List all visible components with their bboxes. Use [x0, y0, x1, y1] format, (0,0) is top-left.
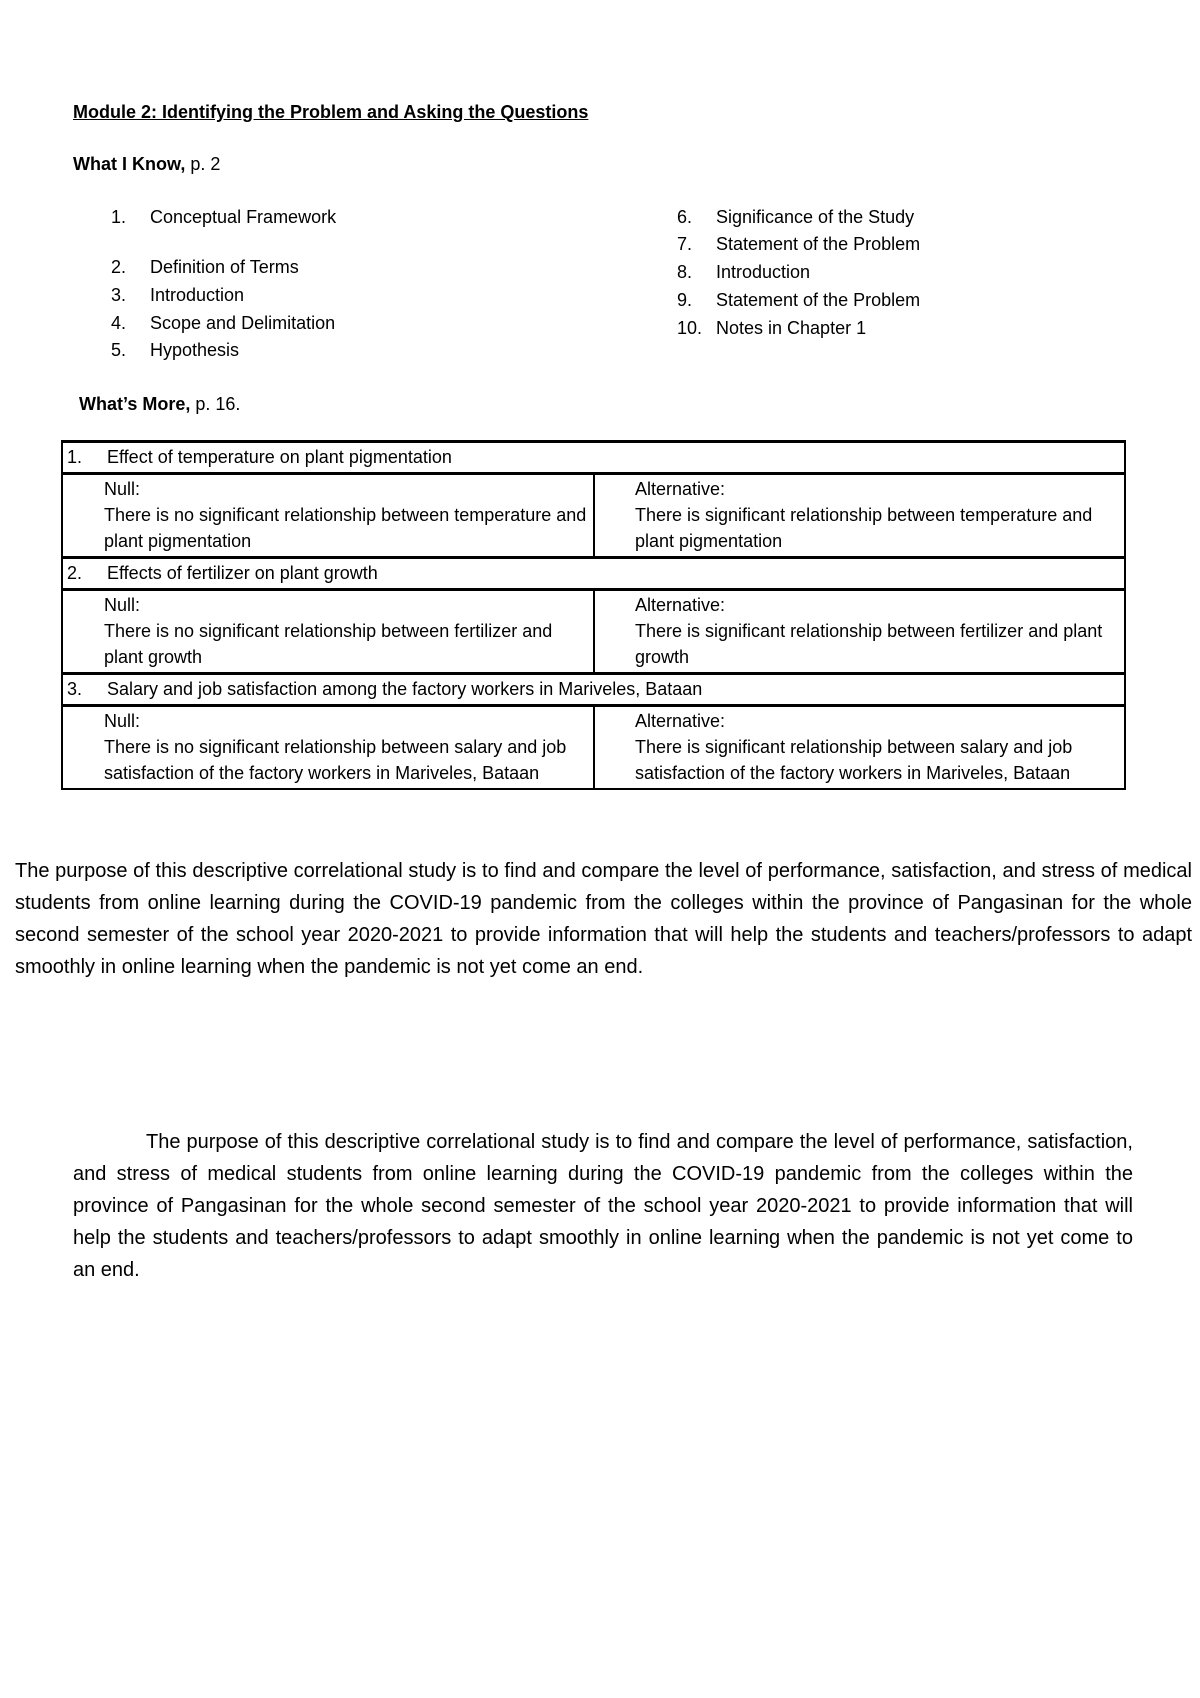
table-row [62, 474, 1125, 558]
topic-cell: 2. Effects of fertilizer on plant growth [62, 558, 1125, 590]
purpose-paragraph-1: The purpose of this descriptive correlational study is to find and compare the level of performance, satisfaction, and stress of medical students from online learning during the COVID-19 pandemic from the colleges within the province of Pangasinan for the whole second semester of the school year 2020-2021 to provide information that will help the students and teachers/professors to adapt smoothly in online learning when the pandemic is not yet come an end. [15, 860, 1192, 978]
list-item: 9. Statement of the Problem [677, 290, 921, 310]
table-row [62, 706, 1125, 790]
list-item: 6. Significance of the Study [677, 207, 915, 227]
purpose-paragraph-2: The purpose of this descriptive correlational study is to find and compare the level of performance, satisfaction, and stress of medical students from online learning during the COVID-19 pandemic from the colleges within the province of Pangasinan for the whole second semester of the school year 2020-2021 to provide information that will help the students and teachers/professors to adapt smoothly in online learning when the pandemic is not yet come to an end. [73, 1131, 1133, 1281]
list-item: 2. Definition of Terms [111, 257, 299, 277]
alternative-cell: Alternative: There is significant relationship between fertilizer and plant growth [594, 590, 1125, 674]
whats-more-page: p. 16. [190, 394, 241, 414]
module-title: Module 2: Identifying the Problem and Asking the Questions [73, 102, 589, 122]
null-cell: Null: There is no significant relationship between salary and job satisfaction of the factory workers in Mariveles, Bataan [62, 706, 594, 790]
alternative-cell: Alternative: There is significant relationship between salary and job satisfaction of the factory workers in Mariveles, Bataan [594, 706, 1125, 790]
table-row [62, 674, 1125, 706]
alternative-cell: Alternative: There is significant relationship between temperature and plant pigmentation [594, 474, 1125, 558]
what-i-know-heading [73, 154, 220, 175]
whats-more-heading [79, 394, 240, 415]
table-row [62, 442, 1125, 474]
list-item: 8. Introduction [677, 262, 811, 282]
list-item: 5. Hypothesis [111, 340, 240, 360]
whats-more-label: What’s More, [79, 394, 191, 414]
what-i-know-page: p. 2 [185, 154, 221, 174]
what-i-know-label: What I Know, [73, 154, 186, 174]
list-item: 10. Notes in Chapter 1 [677, 318, 867, 338]
list-item: 4. Scope and Delimitation [111, 313, 336, 333]
table-row [62, 590, 1125, 674]
topic-cell: 3. Salary and job satisfaction among the factory workers in Mariveles, Bataan [62, 674, 1125, 706]
table-row [62, 558, 1125, 590]
null-cell: Null: There is no significant relationship between fertilizer and plant growth [62, 590, 594, 674]
list-item: 3. Introduction [111, 285, 245, 305]
list-item: 7. Statement of the Problem [677, 234, 921, 254]
topic-cell: 1. Effect of temperature on plant pigmentation [62, 442, 1125, 474]
hypothesis-table [61, 440, 1126, 790]
list-item: 1. Conceptual Framework [111, 207, 337, 227]
null-cell: Null: There is no significant relationship between temperature and plant pigmentation [62, 474, 594, 558]
